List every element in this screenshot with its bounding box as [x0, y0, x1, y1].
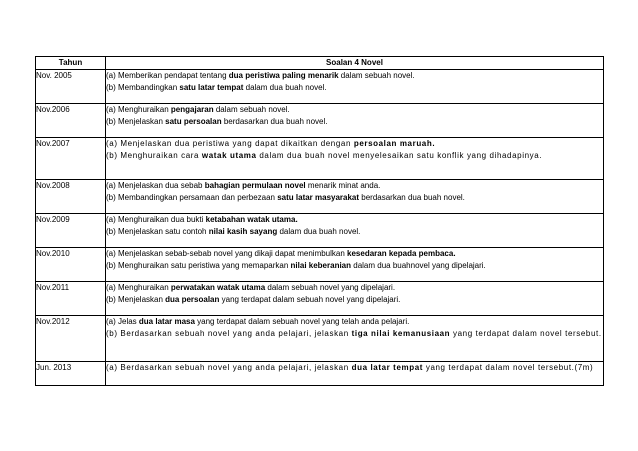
- question-text: dalam sebuah novel.: [338, 71, 415, 80]
- question-text: (a) Jelas: [106, 317, 139, 326]
- soalan-novel-table: [35, 56, 604, 386]
- question-text: yang terdapat dalam sebuah novel yang dipelajari.: [219, 294, 401, 304]
- question-text: menarik minat anda.: [305, 181, 381, 190]
- questions-cell: [106, 316, 604, 362]
- question-text: (a) Berdasarkan sebuah novel yang anda pelajari, jelaskan: [106, 363, 352, 372]
- year-cell: Nov.2012: [36, 316, 106, 362]
- question-keyword: perwatakan watak utama: [170, 283, 266, 292]
- table-row: [36, 316, 604, 362]
- table-row: [36, 70, 604, 104]
- question-keyword: nilai kasih sayang: [208, 226, 278, 236]
- question-item: [106, 362, 603, 374]
- table-row: [36, 138, 604, 180]
- question-text: dalam dua buahnovel yang dipelajari.: [351, 260, 486, 270]
- year-cell: Nov.2011: [36, 282, 106, 316]
- question-text: dalam sebuah novel yang dipelajari.: [265, 283, 396, 292]
- question-text: (a) Menjelaskan dua peristiwa yang dapat dikaitkan dengan: [106, 139, 354, 148]
- year-cell: Nov. 2005: [36, 70, 106, 104]
- year-cell: Nov.2008: [36, 180, 106, 214]
- question-item: [106, 260, 603, 272]
- table-row: [36, 180, 604, 214]
- question-text: (a) Memberikan pendapat tentang: [106, 71, 229, 80]
- question-item: [106, 282, 603, 294]
- question-item: [106, 294, 603, 306]
- question-item: [106, 328, 603, 340]
- questions-cell: [106, 138, 604, 180]
- question-text: dalam dua buah novel.: [243, 82, 327, 92]
- questions-cell: [106, 104, 604, 138]
- question-item: [106, 248, 603, 260]
- question-keyword: satu persoalan: [165, 116, 222, 126]
- question-text: yang terdapat dalam novel tersebut.: [450, 328, 602, 338]
- questions-cell: [106, 70, 604, 104]
- question-keyword: tiga nilai kemanusiaan: [351, 328, 451, 338]
- questions-cell: [106, 362, 604, 386]
- question-text: (b) Menghuraikan cara: [106, 150, 202, 160]
- question-keyword: satu latar tempat: [179, 82, 244, 92]
- year-cell: Jun. 2013: [36, 362, 106, 386]
- year-cell: Nov.2009: [36, 214, 106, 248]
- question-item: [106, 82, 603, 94]
- header-row: [36, 57, 604, 70]
- question-keyword: bahagian permulaan novel: [204, 181, 306, 190]
- question-text: dalam sebuah novel.: [213, 105, 290, 114]
- question-keyword: satu latar masyarakat: [277, 192, 360, 202]
- question-keyword: nilai keberanian: [290, 260, 352, 270]
- question-keyword: dua latar masa: [138, 317, 195, 326]
- question-text: (b) Menjelaskan: [106, 116, 166, 126]
- question-keyword: kesedaran kepada pembaca.: [347, 249, 456, 258]
- question-item: [106, 104, 603, 116]
- question-item: [106, 150, 603, 162]
- question-keyword: watak utama: [201, 150, 257, 160]
- question-item: [106, 138, 603, 150]
- question-text: (b) Membandingkan persamaan dan perbezaan: [106, 192, 278, 202]
- question-text: (b) Membandingkan: [106, 82, 180, 92]
- question-text: dalam dua buah novel menyelesaikan satu konflik yang dihadapinya.: [256, 150, 543, 160]
- table-row: [36, 248, 604, 282]
- question-text: (a) Menjelaskan dua sebab: [106, 181, 205, 190]
- question-text: dalam dua buah novel.: [277, 226, 361, 236]
- question-keyword: dua peristiwa paling menarik: [228, 71, 339, 80]
- header-soalan: Soalan 4 Novel: [106, 57, 604, 70]
- year-cell: Nov.2010: [36, 248, 106, 282]
- question-item: [106, 192, 603, 204]
- question-text: (a) Menghuraikan dua bukti: [106, 215, 206, 224]
- header-tahun: Tahun: [36, 57, 106, 70]
- questions-cell: [106, 282, 604, 316]
- question-text: yang terdapat dalam sebuah novel yang telah anda pelajari.: [194, 317, 410, 326]
- question-text: berdasarkan dua buah novel.: [221, 116, 328, 126]
- question-item: [106, 316, 603, 328]
- question-keyword: dua latar tempat: [351, 363, 424, 372]
- question-keyword: dua persoalan: [165, 294, 220, 304]
- question-item: [106, 116, 603, 128]
- question-item: [106, 180, 603, 192]
- year-cell: Nov.2007: [36, 138, 106, 180]
- question-item: [106, 214, 603, 226]
- questions-cell: [106, 248, 604, 282]
- table-row: [36, 282, 604, 316]
- question-text: (a) Menghuraikan: [106, 283, 171, 292]
- year-cell: Nov.2006: [36, 104, 106, 138]
- question-text: (a) Menjelaskan sebab-sebab novel yang dikaji dapat menimbulkan: [106, 249, 348, 258]
- table-row: [36, 214, 604, 248]
- question-keyword: persoalan maruah.: [353, 139, 436, 148]
- question-text: (b) Menghuraikan satu peristiwa yang memaparkan: [106, 260, 291, 270]
- question-text: (b) Berdasarkan sebuah novel yang anda pelajari, jelaskan: [106, 328, 352, 338]
- question-item: [106, 226, 603, 238]
- question-keyword: ketabahan watak utama.: [205, 215, 298, 224]
- question-text: (b) Menjelaskan satu contoh: [106, 226, 209, 236]
- questions-cell: [106, 214, 604, 248]
- question-text: berdasarkan dua buah novel.: [359, 192, 465, 202]
- table-row: [36, 104, 604, 138]
- table-row: [36, 362, 604, 386]
- table-body: [36, 70, 604, 386]
- question-text: yang terdapat dalam novel tersebut.(7m): [423, 363, 594, 372]
- question-item: [106, 70, 603, 82]
- question-text: (b) Menjelaskan: [106, 294, 166, 304]
- question-text: (a) Menghuraikan: [106, 105, 171, 114]
- questions-cell: [106, 180, 604, 214]
- question-keyword: pengajaran: [170, 105, 214, 114]
